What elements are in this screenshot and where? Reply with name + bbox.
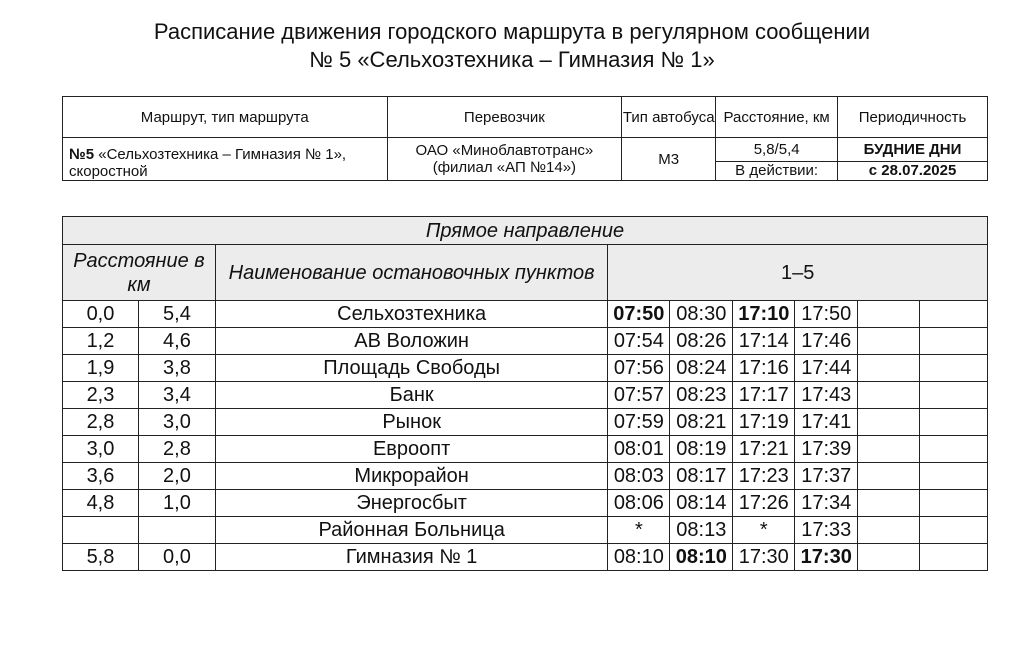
route-cell [63,138,388,181]
departure-time: 08:03 [608,463,670,490]
departure-time: 07:57 [608,382,670,409]
header-route: Маршрут, тип маршрута [63,97,388,138]
departure-time: 17:43 [795,382,858,409]
empty-cell [920,328,988,355]
table-row [63,436,988,463]
stop-name: Микрорайон [215,463,607,490]
distance-from-start: 3,6 [63,463,139,490]
departure-time: 17:30 [795,544,858,571]
empty-cell [858,436,920,463]
departure-time: 08:14 [670,490,733,517]
bus-type-value: М3 [622,138,716,181]
departure-time: 17:19 [733,409,795,436]
col-frequency-header: 1–5 [608,245,988,301]
schedule-table [62,216,988,571]
distance-to-end: 2,0 [138,463,215,490]
departure-time: 07:50 [608,301,670,328]
distance-value: 5,8/5,4 [716,138,838,162]
empty-cell [858,517,920,544]
page-title [0,18,1024,74]
direction-title: Прямое направление [63,217,988,245]
departure-time: 17:39 [795,436,858,463]
departure-time: * [733,517,795,544]
departure-time: 17:16 [733,355,795,382]
departure-time: 17:33 [795,517,858,544]
stop-name: Рынок [215,409,607,436]
departure-time: * [608,517,670,544]
table-row [63,382,988,409]
empty-cell [858,382,920,409]
title-line-1: Расписание движения городского маршрута в регулярном сообщении [153,19,871,44]
title-line-2: № 5 «Сельхозтехника – Гимназия № 1» [309,47,715,72]
departure-time: 08:17 [670,463,733,490]
empty-cell [920,382,988,409]
periodicity-value: БУДНИЕ ДНИ [838,138,988,162]
stop-name: АВ Воложин [215,328,607,355]
carrier-cell [387,138,622,181]
departure-time: 17:34 [795,490,858,517]
departure-time: 08:19 [670,436,733,463]
empty-cell [920,355,988,382]
departure-time: 08:10 [670,544,733,571]
distance-from-start: 0,0 [63,301,139,328]
distance-to-end: 3,0 [138,409,215,436]
table-row [63,409,988,436]
distance-from-start: 2,8 [63,409,139,436]
departure-time: 08:13 [670,517,733,544]
distance-from-start: 1,9 [63,355,139,382]
departure-time: 08:30 [670,301,733,328]
departure-time: 08:23 [670,382,733,409]
stop-name: Сельхозтехника [215,301,607,328]
empty-cell [858,409,920,436]
departure-time: 17:37 [795,463,858,490]
departure-time: 07:56 [608,355,670,382]
carrier-line-2: (филиал «АП №14») [432,159,577,176]
empty-cell [858,463,920,490]
distance-to-end: 3,4 [138,382,215,409]
departure-time: 17:41 [795,409,858,436]
departure-time: 17:44 [795,355,858,382]
departure-time: 08:01 [608,436,670,463]
distance-to-end: 2,8 [138,436,215,463]
departure-time: 17:17 [733,382,795,409]
departure-time: 08:24 [670,355,733,382]
departure-time: 17:26 [733,490,795,517]
distance-to-end: 4,6 [138,328,215,355]
empty-cell [920,517,988,544]
empty-cell [858,355,920,382]
table-row [63,463,988,490]
empty-cell [858,490,920,517]
stop-name: Евроопт [215,436,607,463]
carrier-line-1: ОАО «Миноблавтотранс» [415,142,594,159]
distance-from-start: 2,3 [63,382,139,409]
stop-name: Районная Больница [215,517,607,544]
distance-to-end: 1,0 [138,490,215,517]
table-row [63,490,988,517]
header-periodicity: Периодичность [838,97,988,138]
table-row [63,355,988,382]
distance-to-end [138,517,215,544]
stop-name: Площадь Свободы [215,355,607,382]
empty-cell [858,544,920,571]
distance-from-start [63,517,139,544]
departure-time: 07:54 [608,328,670,355]
empty-cell [920,544,988,571]
departure-time: 08:21 [670,409,733,436]
empty-cell [858,328,920,355]
departure-time: 17:46 [795,328,858,355]
empty-cell [920,463,988,490]
route-number: №5 [69,146,95,163]
in-effect-label: В действии: [716,161,838,180]
stop-name: Энергосбыт [215,490,607,517]
stop-name: Банк [215,382,607,409]
distance-from-start: 4,8 [63,490,139,517]
col-stops-header: Наименование остановочных пунктов [215,245,607,301]
distance-to-end: 5,4 [138,301,215,328]
table-row [63,328,988,355]
departure-time: 08:26 [670,328,733,355]
departure-time: 17:23 [733,463,795,490]
col-distance-header: Расстояние в км [63,245,216,301]
table-row [63,517,988,544]
table-row [63,544,988,571]
departure-time: 17:50 [795,301,858,328]
info-row-1 [63,138,988,162]
departure-time: 17:10 [733,301,795,328]
departure-time: 08:06 [608,490,670,517]
empty-cell [920,409,988,436]
empty-cell [920,490,988,517]
in-effect-date: с 28.07.2025 [838,161,988,180]
empty-cell [920,301,988,328]
info-header-row [63,97,988,138]
departure-time: 07:59 [608,409,670,436]
header-bus-type: Тип автобуса [622,97,716,138]
header-carrier: Перевозчик [387,97,622,138]
departure-time: 17:21 [733,436,795,463]
route-text: «Сельхозтехника – Гимназия № 1», скоростной [69,146,347,180]
table-row [63,301,988,328]
distance-to-end: 3,8 [138,355,215,382]
route-info-table [62,96,988,181]
departure-time: 17:14 [733,328,795,355]
header-distance: Расстояние, км [716,97,838,138]
distance-from-start: 1,2 [63,328,139,355]
departure-time: 08:10 [608,544,670,571]
stop-name: Гимназия № 1 [215,544,607,571]
departure-time: 17:30 [733,544,795,571]
column-header-row [63,245,988,301]
distance-from-start: 5,8 [63,544,139,571]
distance-from-start: 3,0 [63,436,139,463]
empty-cell [858,301,920,328]
empty-cell [920,436,988,463]
direction-row [63,217,988,245]
distance-to-end: 0,0 [138,544,215,571]
